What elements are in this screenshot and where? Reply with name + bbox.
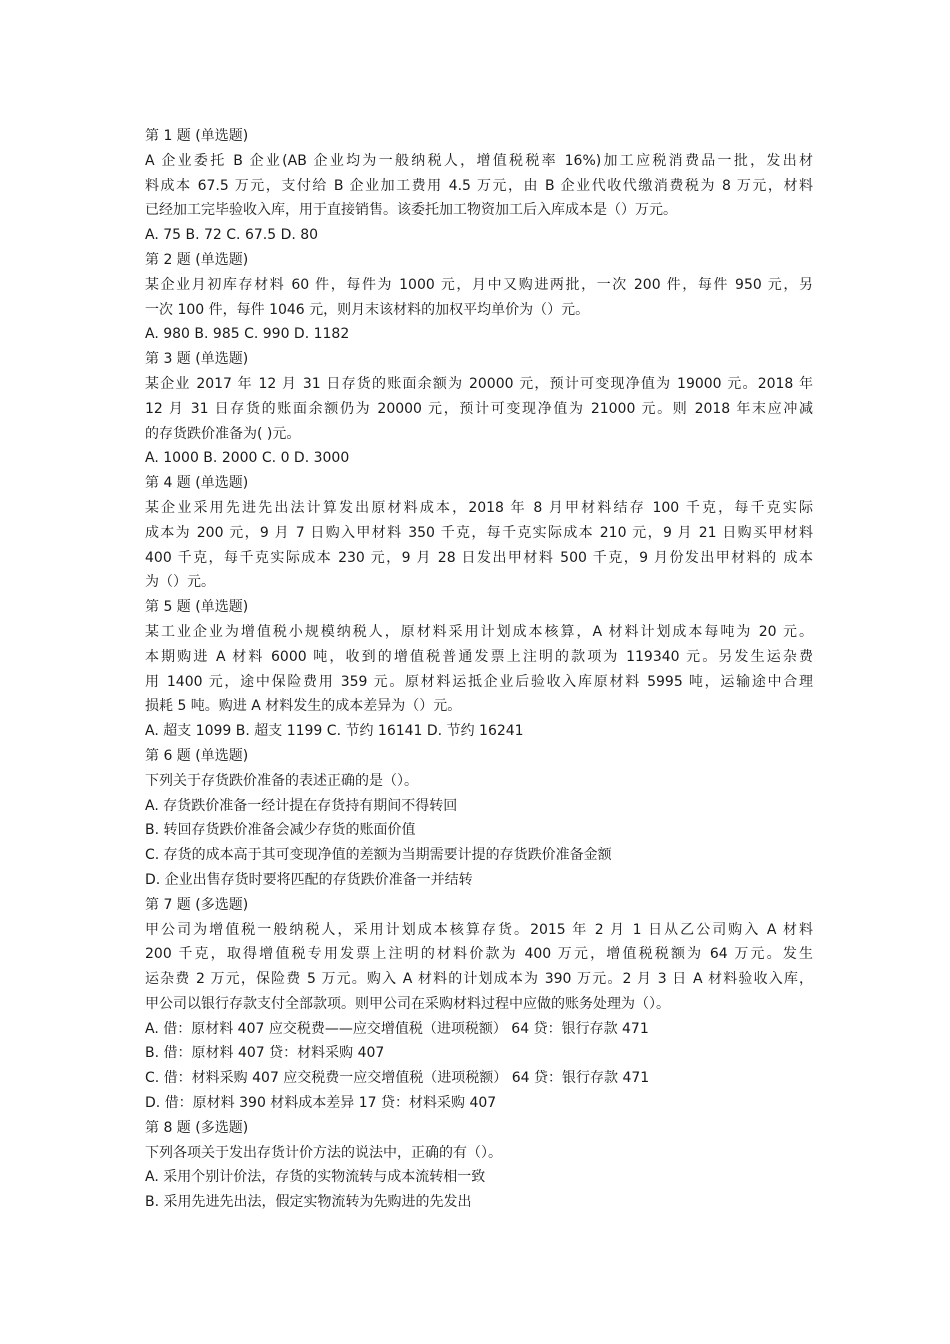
question-8-text: 下列各项关于发出存货计价方法的说法中，正确的有（）。 [145,1144,502,1161]
question-4-text: 某企业采用先进先出法计算发出原材料成本，2018 年 8 月甲材料结存 100 千克，每千克实际 [145,499,813,516]
question-7-text: 200 千克，取得增值税专用发票上注明的材料价款为 400 万元，增值税税额为 64 万元。发生 [145,946,813,963]
question-6-heading: 第 6 题 (单选题) [145,747,249,764]
question-4-text: 成本为 200 元，9 月 7 日购入甲材料 350 千克，每千克实际成本 210 元，9 月 21 日购买甲材料 [145,524,813,541]
question-4-heading: 第 4 题 (单选题) [145,475,249,492]
question-6-option: A. 存货跌价准备一经计提在存货持有期间不得转回 [145,797,458,814]
question-1-text: 已经加工完毕验收入库，用于直接销售。该委托加工物资加工后入库成本是（）万元。 [145,202,677,219]
question-6-option: C. 存货的成本高于其可变现净值的差额为当期需要计提的存货跌价准备金额 [145,847,612,864]
question-3-options: A. 1000 B. 2000 C. 0 D. 3000 [145,450,350,467]
question-7-option: B. 借：原材料 407 贷：材料采购 407 [145,1045,385,1062]
question-7-heading: 第 7 题 (多选题) [145,896,249,913]
question-8-heading: 第 8 题 (多选题) [145,1119,249,1136]
question-7-text: 运杂费 2 万元，保险费 5 万元。购入 A 材料的计划成本为 390 万元。2 月 3 日 A 材料验收入库， [145,971,813,988]
question-3-text: 某企业 2017 年 12 月 31 日存货的账面余额为 20000 元，预计可变现净值为 19000 元。2018 年 [145,375,813,392]
question-5-heading: 第 5 题 (单选题) [145,599,249,616]
question-5-text: 某工业企业为增值税小规模纳税人，原材料采用计划成本核算，A 材料计划成本每吨为 20 元。 [145,623,813,640]
question-3-text: 12 月 31 日存货的账面余额仍为 20000 元，预计可变现净值为 21000 元。则 2018 年末应冲减 [145,400,813,417]
question-7-option: D. 借：原材料 390 材料成本差异 17 贷：材料采购 407 [145,1095,497,1112]
question-7-text: 甲公司以银行存款支付全部款项。则甲公司在采购材料过程中应做的账务处理为（）。 [145,995,670,1012]
question-6-text: 下列关于存货跌价准备的表述正确的是（）。 [145,772,418,789]
question-7-option: C. 借：材料采购 407 应交税费一应交增值税（进项税额） 64 贷：银行存款 471 [145,1070,650,1087]
question-2-options: A. 980 B. 985 C. 990 D. 1182 [145,326,350,343]
question-1-options: A. 75 B. 72 C. 67.5 D. 80 [145,227,319,244]
question-2-text: 一次 100 件，每件 1046 元，则月末该材料的加权平均单价为（）元。 [145,301,590,318]
question-2-text: 某企业月初库存材料 60 件，每件为 1000 元，月中又购进两批，一次 200 件，每件 950 元，另 [145,276,813,293]
question-5-text: 损耗 5 吨。购进 A 材料发生的成本差异为（）元。 [145,698,462,715]
question-4-text: 400 千克，每千克实际成本 230 元，9 月 28 日发出甲材料 500 千克，9 月份发出甲材料的 成本 [145,549,813,566]
question-6-option: B. 转回存货跌价准备会减少存货的账面价值 [145,822,416,839]
question-1-text: 料成本 67.5 万元，支付给 B 企业加工费用 4.5 万元，由 B 企业代收代缴消费税为 8 万元，材料 [145,177,813,194]
question-7-text: 甲公司为增值税一般纳税人，采用计划成本核算存货。2015 年 2 月 1 日从乙公司购入 A 材料 [145,921,813,938]
question-5-text: 用 1400 元，途中保险费用 359 元。原材料运抵企业后验收入库原材料 5995 吨，运输途中合理 [145,673,813,690]
question-6-option: D. 企业出售存货时要将匹配的存货跌价准备一并结转 [145,871,473,888]
question-1-heading: 第 1 题 (单选题) [145,128,249,144]
question-1-text: A 企业委托 B 企业(AB 企业均为一般纳税人，增值税税率 16%)加工应税消费品一批，发出材 [145,152,813,169]
document-body [145,124,813,1215]
question-3-heading: 第 3 题 (单选题) [145,351,249,368]
question-5-options: A. 超支 1099 B. 超支 1199 C. 节约 16141 D. 节约 16241 [145,723,524,740]
question-7-option: A. 借：原材料 407 应交税费——应交增值税（进项税额） 64 贷：银行存款 471 [145,1020,649,1037]
question-4-text: 为（）元。 [145,574,215,591]
question-2-heading: 第 2 题 (单选题) [145,251,249,268]
question-8-option: A. 采用个别计价法，存货的实物流转与成本流转相一致 [145,1169,486,1186]
question-8-option: B. 采用先进先出法，假定实物流转为先购进的先发出 [145,1194,472,1211]
question-5-text: 本期购进 A 材料 6000 吨，收到的增值税普通发票上注明的款项为 119340 元。另发生运杂费 [145,648,813,665]
question-3-text: 的存货跌价准备为( )元。 [145,425,301,442]
